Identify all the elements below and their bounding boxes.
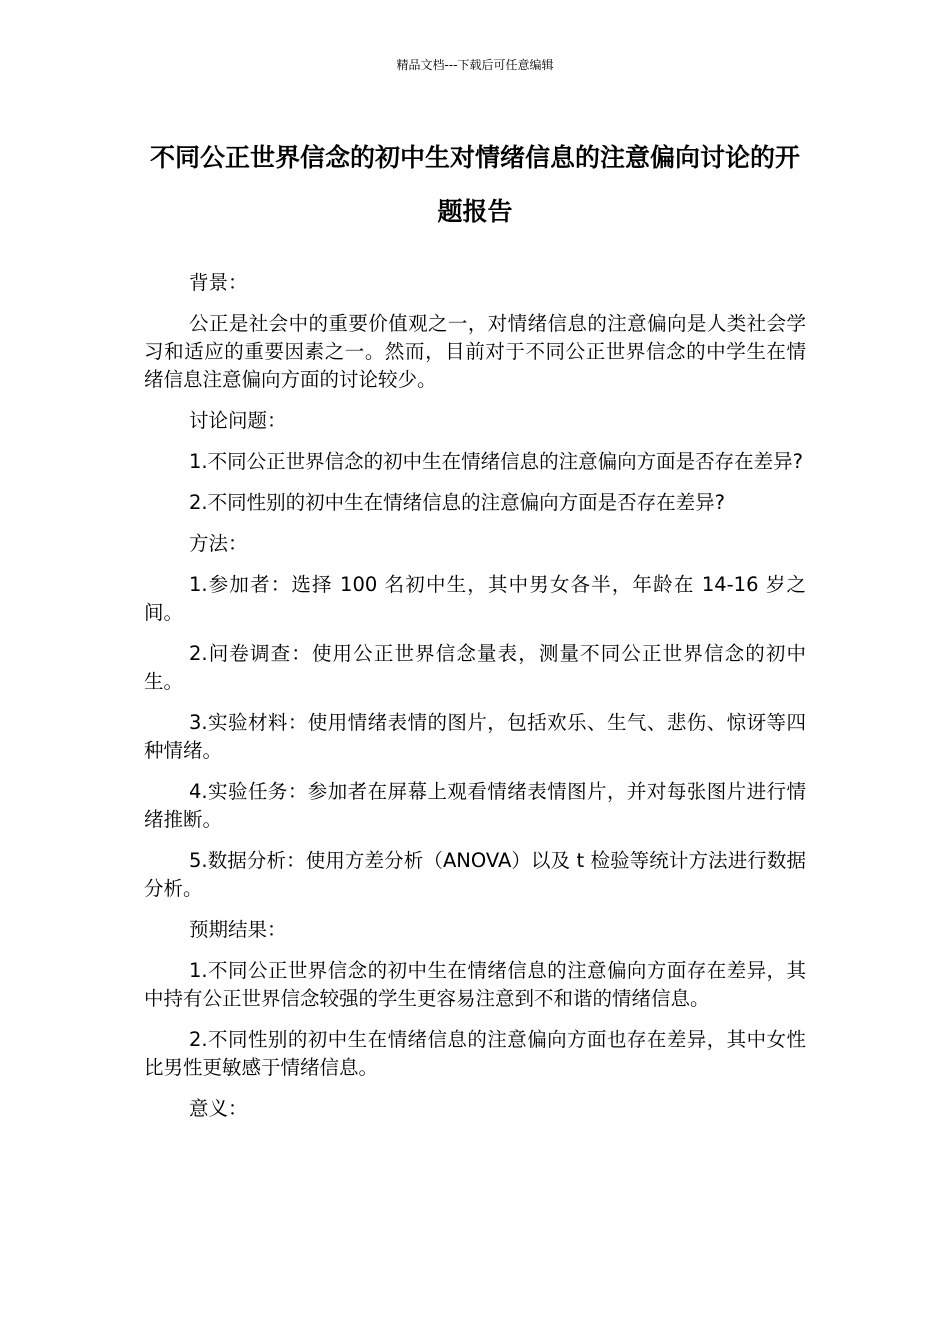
method-item: 5.数据分析：使用方差分析（ANOVA）以及 t 检验等统计方法进行数据分析。	[144, 849, 806, 900]
paragraph-background: 公正是社会中的重要价值观之一，对情绪信息的注意偏向是人类社会学习和适应的重要因素之一。然而，目前对于不同公正世界信念的中学生在情绪信息注意偏向方面的讨论较少。	[144, 312, 806, 391]
section-heading-questions: 讨论问题：	[189, 409, 287, 432]
section-heading-method: 方法：	[189, 532, 248, 555]
result-item: 2.不同性别的初中生在情绪信息的注意偏向方面也存在差异，其中女性比男性更敏感于情绪信息。	[144, 1028, 806, 1079]
result-item: 1.不同公正世界信念的初中生在情绪信息的注意偏向方面存在差异，其中持有公正世界信念较强的学生更容易注意到不和谐的情绪信息。	[144, 959, 806, 1010]
header-note: 精品文档---下载后可任意编辑	[396, 58, 554, 72]
section-heading-significance: 意义：	[189, 1097, 248, 1120]
method-item: 3.实验材料：使用情绪表情的图片，包括欢乐、生气、悲伤、惊讶等四种情绪。	[144, 711, 806, 762]
method-item: 4.实验任务：参加者在屏幕上观看情绪表情图片，并对每张图片进行情绪推断。	[144, 780, 806, 831]
method-item: 1.参加者：选择 100 名初中生，其中男女各半，年龄在 14-16 岁之间。	[144, 573, 806, 624]
method-item: 2.问卷调查：使用公正世界信念量表，测量不同公正世界信念的初中生。	[144, 642, 806, 693]
question-item: 2.不同性别的初中生在情绪信息的注意偏向方面是否存在差异?	[189, 491, 725, 514]
document-body	[144, 269, 806, 1136]
document-title: 不同公正世界信念的初中生对情绪信息的注意偏向讨论的开题报告	[149, 143, 800, 226]
section-heading-background: 背景：	[189, 271, 248, 294]
question-item: 1.不同公正世界信念的初中生在情绪信息的注意偏向方面是否存在差异?	[189, 450, 803, 473]
section-heading-expected-results: 预期结果：	[189, 918, 287, 941]
